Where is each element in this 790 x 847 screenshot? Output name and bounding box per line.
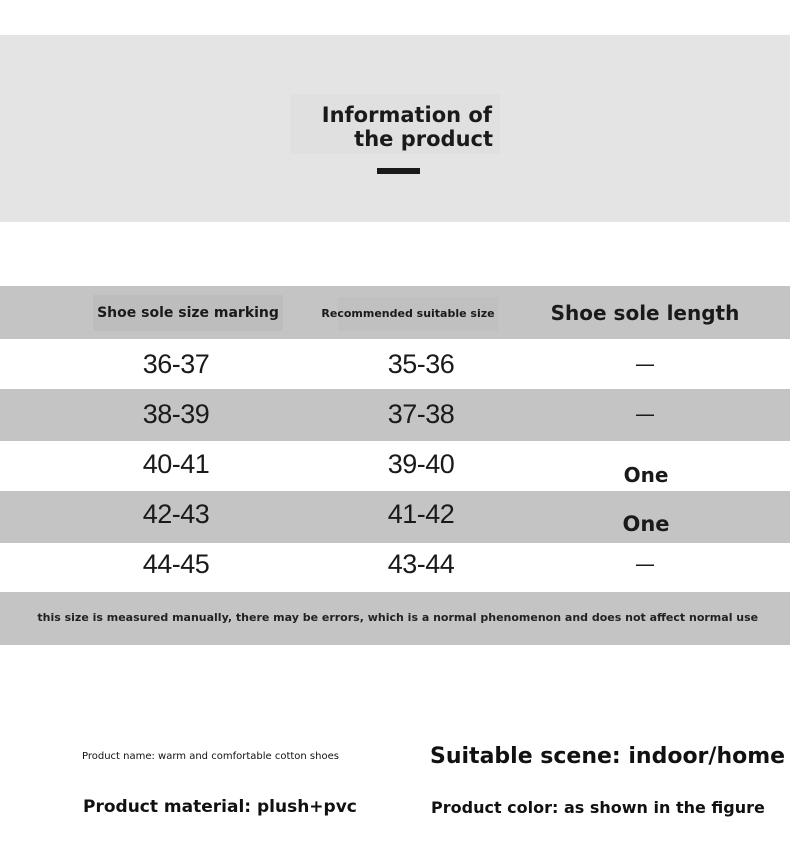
cell-recommended: 35-36 xyxy=(387,349,455,379)
table-header-row xyxy=(0,286,790,339)
cell-recommended: 37-38 xyxy=(387,399,455,429)
cell-marking: 38-39 xyxy=(142,399,210,429)
table-row xyxy=(0,543,790,592)
product-color: Product color: as shown in the figure xyxy=(431,798,765,817)
table-row xyxy=(0,441,790,491)
table-note-row xyxy=(0,592,790,645)
title-underline xyxy=(377,168,420,174)
cell-recommended: 41-42 xyxy=(387,499,455,529)
product-name: Product name: warm and comfortable cotton shoes xyxy=(82,751,339,762)
header-shoe-sole-size-marking: Shoe sole size marking xyxy=(97,305,279,321)
header-recommended-suitable-size: Recommended suitable size xyxy=(321,307,495,320)
cell-length: — xyxy=(635,552,655,576)
cell-recommended: 43-44 xyxy=(387,549,455,579)
header-shoe-sole-length: Shoe sole length xyxy=(550,301,740,325)
page-title-line-1: Information of xyxy=(321,103,492,127)
table-row xyxy=(0,389,790,441)
page-title-line-2: the product xyxy=(354,127,493,151)
cell-length: One xyxy=(622,512,670,536)
table-row xyxy=(0,491,790,543)
suitable-scene: Suitable scene: indoor/home xyxy=(430,744,786,769)
cell-marking: 44-45 xyxy=(142,549,210,579)
table-row xyxy=(0,339,790,389)
cell-length: One xyxy=(623,463,669,487)
measurement-note: this size is measured manually, there may be errors, which is a normal phenomenon and does not affect normal use xyxy=(31,611,759,624)
cell-recommended: 39-40 xyxy=(387,449,455,479)
cell-marking: 36-37 xyxy=(142,349,210,379)
product-material: Product material: plush+pvc xyxy=(83,797,357,817)
cell-marking: 40-41 xyxy=(142,449,210,479)
cell-length: — xyxy=(635,352,655,376)
cell-marking: 42-43 xyxy=(142,499,210,529)
cell-length: — xyxy=(635,402,655,426)
